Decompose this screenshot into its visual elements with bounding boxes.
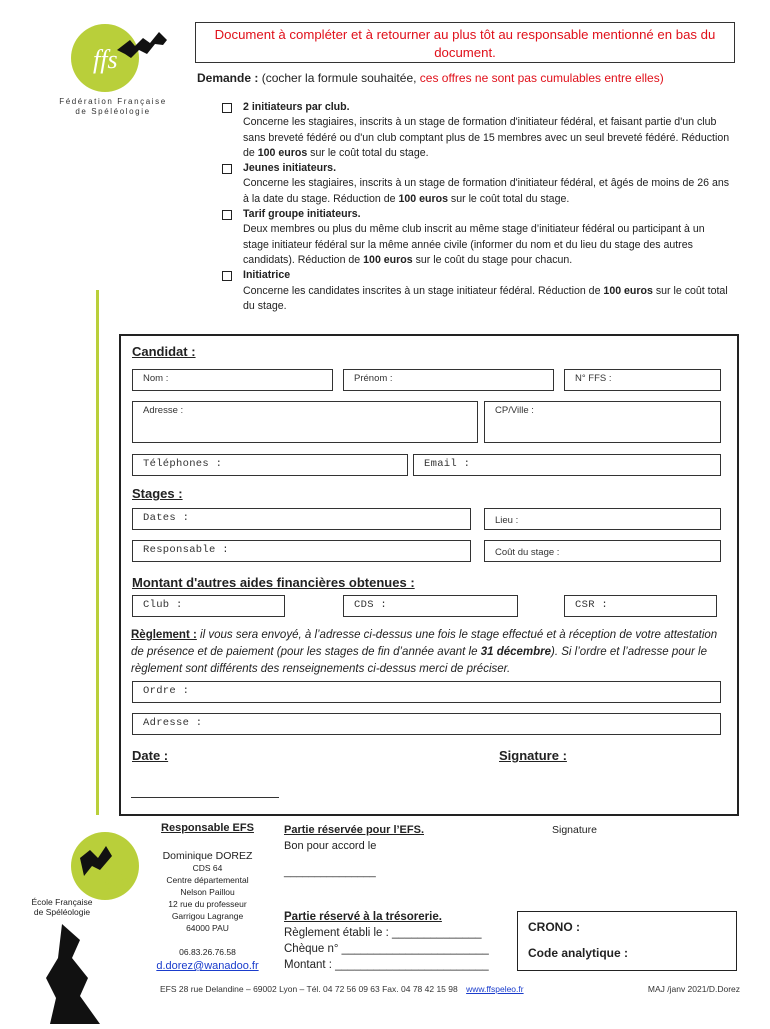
responsable-efs: Responsable EFS Dominique DOREZ CDS 64 Centre départemental Nelson Paillou 12 rue du professeur Garrigou Lagrange 64000 PAU 06.83.26.76.58 d.dorez@wanadoo.fr bbox=[145, 822, 270, 972]
responsable-email-link[interactable]: d.dorez@wanadoo.fr bbox=[156, 960, 259, 972]
stages-heading: Stages : bbox=[132, 486, 183, 501]
green-divider bbox=[96, 290, 99, 815]
reglement-adresse-field[interactable]: Adresse : bbox=[132, 713, 721, 735]
candidat-heading: Candidat : bbox=[132, 344, 196, 359]
cds-field[interactable]: CDS : bbox=[343, 595, 518, 617]
efs-signature-label: Signature bbox=[552, 824, 597, 836]
options-list bbox=[222, 100, 732, 314]
aides-heading: Montant d'autres aides financières obtenues : bbox=[132, 575, 415, 590]
email-field[interactable]: Email : bbox=[413, 454, 721, 476]
date-label: Date : bbox=[132, 748, 169, 763]
option-checkbox[interactable] bbox=[222, 271, 232, 281]
option-item: 2 initiateurs par club. Concerne les stagiaires, inscrits à un stage de formation d'initiateur fédéral, et faisant partie d'un club sans breveté fédéré ou d'un club comptant plus de 15 membres avec un seul breveté fédéré. Réduction de 100 euros sur le coût total du stage. bbox=[222, 100, 732, 161]
telephones-field[interactable]: Téléphones : bbox=[132, 454, 408, 476]
footer: EFS 28 rue Delandine – 69002 Lyon – Tél. 04 72 56 09 63 Fax. 04 78 42 15 98 www.ffspeleo.fr MAJ /janv 2021/D.Dorez bbox=[160, 984, 740, 994]
ffs-logo-name: Fédération Française de Spéléologie bbox=[59, 97, 167, 116]
website-link[interactable]: www.ffspeleo.fr bbox=[466, 984, 524, 994]
ffs-logo bbox=[55, 10, 175, 95]
dates-field[interactable]: Dates : bbox=[132, 508, 471, 530]
option-checkbox[interactable] bbox=[222, 210, 232, 220]
crono-box: CRONO : Code analytique : bbox=[517, 911, 737, 971]
option-checkbox[interactable] bbox=[222, 164, 232, 174]
efs-logo-icon bbox=[40, 828, 150, 1024]
csr-field[interactable]: CSR : bbox=[564, 595, 717, 617]
option-item: Jeunes initiateurs. Concerne les stagiaires, inscrits à un stage de formation d'initiateur fédéral, et âgés de moins de 26 ans à la date du stage. Réduction de 100 euros sur le coût total du stage. bbox=[222, 161, 732, 207]
partie-efs: Partie réservée pour l’EFS. Bon pour accord le _______________ bbox=[284, 824, 425, 878]
lieu-field[interactable]: Lieu : bbox=[484, 508, 721, 530]
option-checkbox[interactable] bbox=[222, 103, 232, 113]
option-item: Initiatrice Concerne les candidates inscrites à un stage initiateur fédéral. Réduction de 100 euros sur le coût total du stage. bbox=[222, 268, 732, 314]
adresse-field[interactable]: Adresse : bbox=[132, 401, 478, 443]
partie-tresorerie: Partie réservé à la trésorerie. Règlement établi le : ______________ Chèque n° _______________________ Montant : ________________________ bbox=[284, 911, 489, 971]
ordre-field[interactable]: Ordre : bbox=[132, 681, 721, 703]
club-field[interactable]: Club : bbox=[132, 595, 285, 617]
date-line bbox=[131, 797, 279, 798]
nom-field[interactable]: Nom : bbox=[132, 369, 333, 391]
efs-logo bbox=[40, 828, 150, 1024]
signature-label: Signature : bbox=[499, 748, 567, 763]
option-item: Tarif groupe initiateurs. Deux membres ou plus du même club inscrit au même stage d’initiateur fédéral ou participant à un stage initiateur fédéral sur la même année civile (informer du nom et du lieu du stage des autres candidats). Réduction de 100 euros sur le coût du stage pour chacun. bbox=[222, 207, 732, 268]
efs-logo-name: École Française de Spéléologie bbox=[31, 897, 93, 917]
efs-logo-brand: efs bbox=[102, 870, 129, 896]
responsable-field[interactable]: Responsable : bbox=[132, 540, 471, 562]
cout-field[interactable]: Coût du stage : bbox=[484, 540, 721, 562]
nffs-field[interactable]: N° FFS : bbox=[564, 369, 721, 391]
ffs-logo-brand: ffs bbox=[93, 45, 118, 74]
cpville-field[interactable]: CP/Ville : bbox=[484, 401, 721, 443]
demande-line: Demande : (cocher la formule souhaitée, ces offres ne sont pas cumulables entre elles) bbox=[197, 71, 664, 85]
reglement-text: Règlement : il vous sera envoyé, à l’adresse ci-dessus une fois le stage effectué et à réception de votre attestation de présence et de paiement (pour les stages de fin d’année avant le 31 décembre). Si l’ordre et l’adresse pour le règlement sont différents des renseignements ci-dessus merci de préciser. bbox=[131, 629, 718, 675]
header-notice: Document à compléter et à retourner au plus tôt au responsable mentionné en bas du document. bbox=[195, 22, 735, 63]
prenom-field[interactable]: Prénom : bbox=[343, 369, 554, 391]
ffs-logo-icon bbox=[55, 10, 175, 95]
